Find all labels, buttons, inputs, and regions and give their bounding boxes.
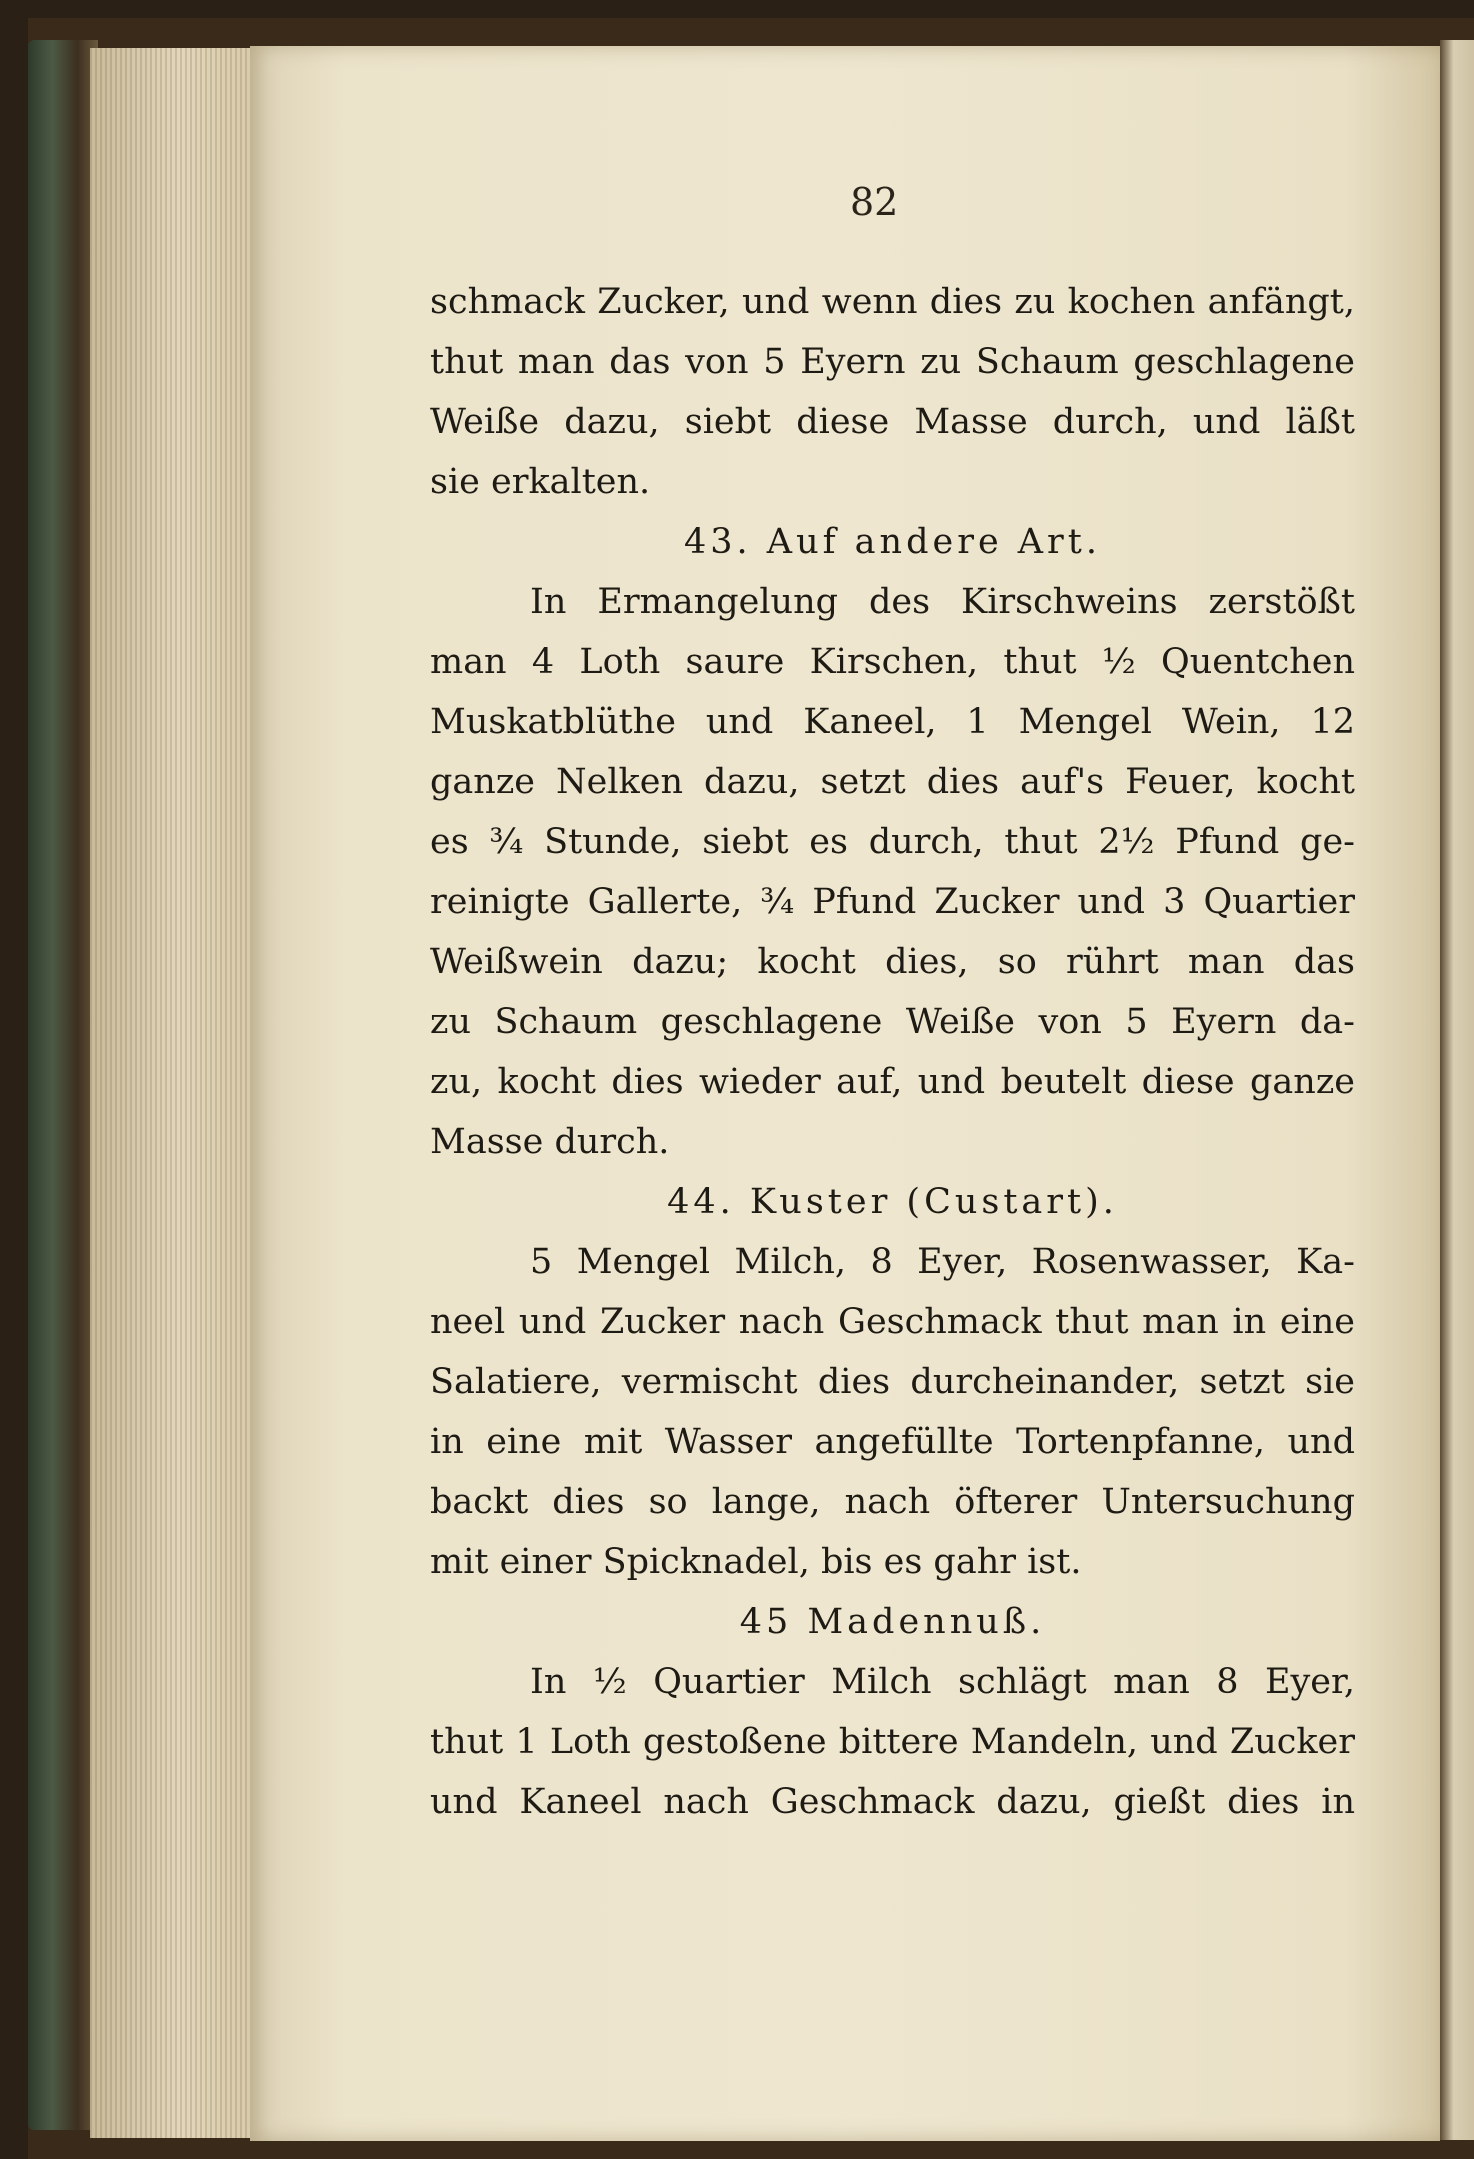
text-line: sie erkalten. xyxy=(430,462,651,502)
page-edges xyxy=(90,48,270,2138)
text-line: Masse durch. xyxy=(430,1122,670,1162)
text-line: zu Schaum geschlagene Weiße von 5 Eyern da- xyxy=(430,1002,1355,1042)
page-number: 82 xyxy=(850,180,899,224)
text-line: zu, kocht dies wieder auf, und beutelt diese ganze xyxy=(430,1062,1355,1102)
book-cover-edge xyxy=(28,40,98,2130)
text-line: 5 Mengel Milch, 8 Eyer, Rosenwasser, Ka- xyxy=(530,1242,1355,1282)
text-line: es ¾ Stunde, siebt es durch, thut 2½ Pfund ge- xyxy=(430,822,1355,862)
recipe-heading: 43. Auf andere Art. xyxy=(684,522,1101,562)
text-line: mit einer Spicknadel, bis es gahr ist. xyxy=(430,1542,1082,1582)
text-line: Muskatblüthe und Kaneel, 1 Mengel Wein, 12 xyxy=(430,702,1355,742)
text-line: Weiße dazu, siebt diese Masse durch, und läßt xyxy=(430,402,1355,442)
page-text xyxy=(430,272,1355,1832)
text-line: In Ermangelung des Kirschweins zerstößt xyxy=(530,582,1355,622)
text-line: schmack Zucker, und wenn dies zu kochen anfängt, xyxy=(430,282,1355,322)
text-line: in eine mit Wasser angefüllte Tortenpfanne, und xyxy=(430,1422,1355,1462)
text-line: reinigte Gallerte, ¾ Pfund Zucker und 3 Quartier xyxy=(430,882,1355,922)
text-line: Weißwein dazu; kocht dies, so rührt man das xyxy=(430,942,1355,982)
text-line: thut 1 Loth gestoßene bittere Mandeln, und Zucker xyxy=(430,1722,1355,1762)
text-line: man 4 Loth saure Kirschen, thut ½ Quentchen xyxy=(430,642,1355,682)
text-line: backt dies so lange, nach öfterer Untersuchung xyxy=(430,1482,1355,1522)
text-line: thut man das von 5 Eyern zu Schaum geschlagene xyxy=(430,342,1355,382)
text-line: neel und Zucker nach Geschmack thut man in eine xyxy=(430,1302,1355,1342)
text-line: Salatiere, vermischt dies durcheinander, setzt sie xyxy=(430,1362,1355,1402)
text-line: ganze Nelken dazu, setzt dies auf's Feuer, kocht xyxy=(430,762,1355,802)
text-line: und Kaneel nach Geschmack dazu, gießt dies in xyxy=(430,1782,1355,1822)
text-line: In ½ Quartier Milch schlägt man 8 Eyer, xyxy=(530,1662,1355,1702)
facing-page-edge xyxy=(1440,40,1474,2140)
recipe-heading: 45 Madennuß. xyxy=(739,1602,1046,1642)
recipe-heading: 44. Kuster (Custart). xyxy=(667,1182,1118,1222)
